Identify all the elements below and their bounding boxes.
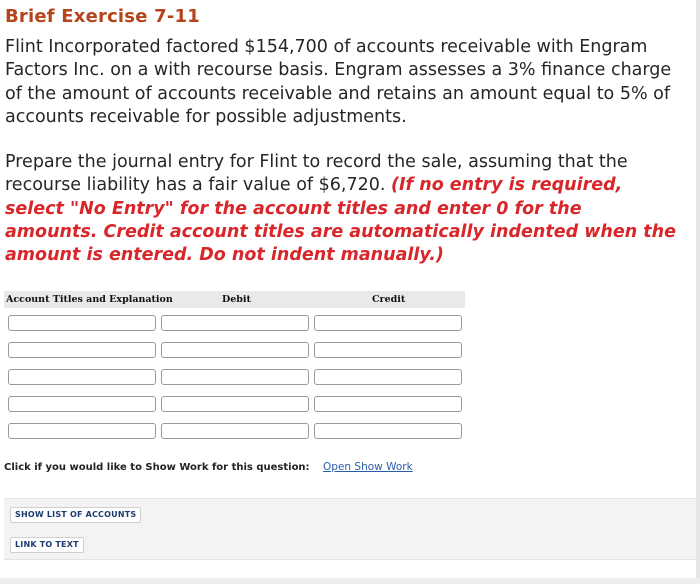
credit-input[interactable] xyxy=(314,342,462,358)
exercise-title: Brief Exercise 7-11 xyxy=(5,6,200,27)
header-account-titles: Account Titles and Explanation xyxy=(6,294,173,305)
account-title-input[interactable] xyxy=(8,396,156,412)
debit-input[interactable] xyxy=(161,369,309,385)
link-to-text-button[interactable]: LINK TO TEXT xyxy=(10,537,84,553)
journal-row xyxy=(4,389,465,416)
debit-input[interactable] xyxy=(161,396,309,412)
journal-header xyxy=(4,291,465,308)
account-title-input[interactable] xyxy=(8,315,156,331)
problem-description: Flint Incorporated factored $154,700 of accounts receivable with Engram Factors Inc. on a with recourse basis. Engram assesses a 3% finance charge of the amount of accounts receivable and retains an amount equal to 5% of accounts receivable for possible adjustments. xyxy=(5,37,672,127)
show-list-of-accounts-button[interactable]: SHOW LIST OF ACCOUNTS xyxy=(10,507,141,523)
problem-instructions xyxy=(5,151,680,267)
account-title-input[interactable] xyxy=(8,342,156,358)
journal-row xyxy=(4,308,465,335)
debit-input[interactable] xyxy=(161,342,309,358)
header-debit: Debit xyxy=(222,294,251,305)
bottom-edge-rule xyxy=(0,578,700,584)
right-edge-rule xyxy=(696,0,700,584)
credit-input[interactable] xyxy=(314,315,462,331)
show-work-label: Click if you would like to Show Work for this question: xyxy=(4,462,310,473)
account-title-input[interactable] xyxy=(8,423,156,439)
show-work-prompt xyxy=(4,461,413,473)
accounts-bar xyxy=(4,498,696,530)
account-title-input[interactable] xyxy=(8,369,156,385)
journal-entry-table xyxy=(4,291,465,443)
header-credit: Credit xyxy=(372,294,406,305)
credit-input[interactable] xyxy=(314,369,462,385)
instructions-plain: Prepare the journal entry for Flint to record the sale, assuming that the recourse liability has a fair value of $6,720. xyxy=(5,152,628,196)
debit-input[interactable] xyxy=(161,423,309,439)
instructions-emphasis: (If no entry is required, select "No Entry" for the account titles and enter 0 for the amounts. Credit account titles are automatically indented when the amount is entered. Do not indent manually.) xyxy=(5,175,676,266)
link-bar xyxy=(4,529,696,560)
credit-input[interactable] xyxy=(314,396,462,412)
credit-input[interactable] xyxy=(314,423,462,439)
journal-row xyxy=(4,335,465,362)
open-show-work-link[interactable]: Open Show Work xyxy=(323,461,413,473)
journal-row xyxy=(4,362,465,389)
journal-row xyxy=(4,416,465,443)
debit-input[interactable] xyxy=(161,315,309,331)
